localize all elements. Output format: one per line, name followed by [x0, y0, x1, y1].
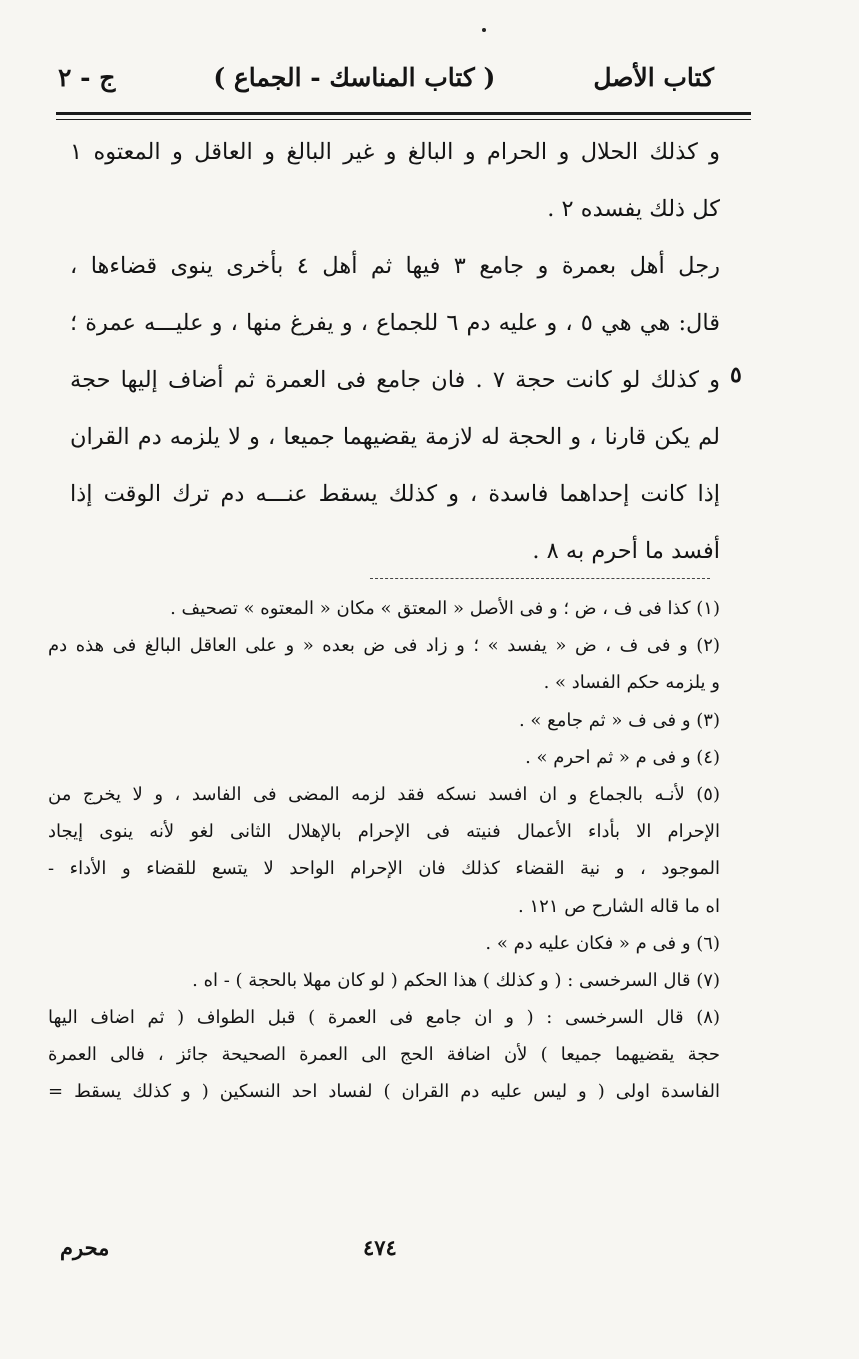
footnote-separator: [370, 578, 710, 579]
footnote-line: (٦) و فى م « فكان عليه دم » .: [485, 932, 720, 954]
page-footer: [60, 1235, 730, 1275]
main-text: [70, 124, 720, 580]
main-line: إذا كانت إحداهما فاسدة ، و كذلك يسقط عنـــه دم ترك الوقت إذا: [70, 481, 720, 507]
header-book-title: كتاب الأصل: [593, 62, 714, 92]
footnote-line: (٣) و فى ف « ثم جامع » .: [518, 709, 720, 731]
footnote-line: (٢) و فى ف ، ض « يفسد » ؛ و زاد فى ض بعده « و على العاقل البالغ فى هذه دم: [48, 635, 720, 657]
footnote-line: (٥) لأنـه بالجماع و ان افسد نسكه فقد لزمه المضى فى الفاسد ، و لا يخرج من: [48, 783, 720, 805]
footnote-line: اه ما قاله الشارح ص ١٢١ .: [518, 895, 720, 917]
page-number: ٤٧٤: [363, 1235, 397, 1260]
main-line: و كذلك الحلال و الحرام و البالغ و غير البالغ و العاقل و المعتوه ١: [70, 139, 720, 165]
footnote-line: (٨) قال السرخسى : ( و ان جامع فى العمرة ) قبل الطواف ( ثم اضاف اليها: [48, 1007, 720, 1029]
header-rule-thick: [56, 112, 751, 115]
header-rule-thin: [56, 119, 751, 120]
footnote-line: (٧) قال السرخسى : ( و كذلك ) هذا الحكم ( لو كان مهلا بالحجة ) - اه .: [192, 969, 720, 991]
main-line: رجل أهل بعمرة و جامع ٣ فيها ثم أهل ٤ بأخرى ينوى قضاءها ،: [70, 253, 720, 279]
running-header: [58, 52, 714, 102]
header-chapter-title: ( كتاب المناسك - الجماع ): [213, 62, 496, 92]
footnote-line: (٤) و فى م « ثم احرم » .: [525, 746, 720, 768]
main-line: قال: هي هي ٥ ، و عليه دم ٦ للجماع ، و يفرغ منها ، و عليـــه عمرة ؛: [70, 310, 720, 336]
main-line: أفسد ما أحرم به ٨ .: [532, 538, 720, 564]
footnote-line: الفاسدة اولى ( و ليس عليه دم القران ) لفساد احد النسكين ( و كذلك يسقط =: [48, 1081, 720, 1103]
footnote-line: و يلزمه حكم الفساد » .: [543, 672, 720, 694]
footnote-line: حجة يقضيهما جميعا ) لأن اضافة الحج الى العمرة الصحيحة جائز ، فالى العمرة: [48, 1044, 720, 1066]
footnote-line: الموجود ، و نية القضاء كذلك فان الإحرام الواحد لا يتسع للقضاء و الأداء -: [48, 858, 720, 880]
line-number-marker: ٥: [730, 362, 742, 388]
ink-dot: [482, 28, 486, 32]
main-line: و كذلك لو كانت حجة ٧ . فان جامع فى العمرة ثم أضاف إليها حجة: [70, 367, 720, 393]
header-volume: ج - ٢: [58, 62, 116, 92]
main-line: لم يكن قارنا ، و الحجة له لازمة يقضيهما جميعا ، و لا يلزمه دم القران: [70, 424, 720, 450]
footnote-line: الإحرام الا بأداء الأعمال فنيته فى الإحرام بالإهلال الثانى لغو لأنه ينوى إيجاد: [48, 821, 720, 843]
main-line: كل ذلك يفسده ٢ .: [547, 196, 720, 222]
signature-mark: محرم: [60, 1235, 110, 1260]
footnote-line: (١) كذا فى ف ، ض ؛ و فى الأصل « المعتق » مكان « المعتوه » تصحيف .: [170, 598, 720, 619]
footnotes: [48, 590, 720, 1111]
